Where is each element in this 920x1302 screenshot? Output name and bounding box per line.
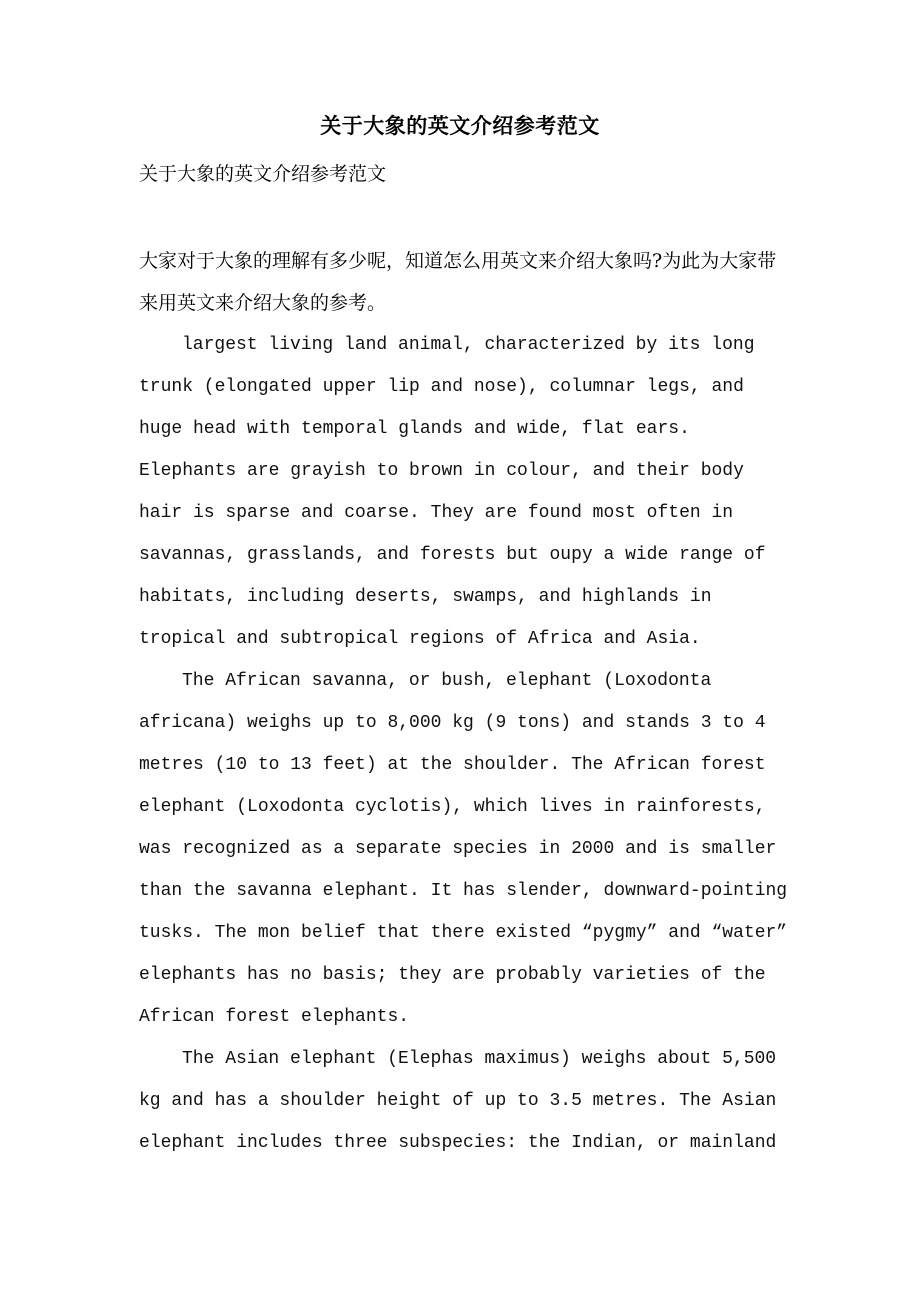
paragraph-asian-elephant: The Asian elephant (Elephas maximus) weighs about 5,500 kg and has a shoulder height of up to 3.5 metres. The Asian elephant includes three subspecies: the Indian, or mainland [139,1049,777,1153]
document-title: 关于大象的英文介绍参考范文 [320,113,600,138]
article-body [139,324,789,1164]
paragraph-african-elephant: The African savanna, or bush, elephant (Loxodonta africana) weighs up to 8,000 kg (9 tons) and stands 3 to 4 metres (10 to 13 feet) at the shoulder. The African forest elephant (Loxodonta cyclotis), which lives in rainforests, was recognized as a separate species in 2000 and is smaller than the savanna elephant. It has slender, downward-pointing tusks. The mon belief that there existed “pygmy” and “water” elephants has no basis; they are probably varieties of the African forest elephants. [139,671,788,1027]
intro-paragraph: 大家对于大象的理解有多少呢，知道怎么用英文来介绍大象吗?为此为大家带来用英文来介绍大象的参考。 [139,250,777,314]
paragraph-habitat: largest living land animal, characterized by its long trunk (elongated upper lip and nose), columnar legs, and huge head with temporal glands and wide, flat ears. Elephants are grayish to brown in colour, and their body hair is sparse and coarse. They are found most often in savannas, grasslands, and forests but oupy a wide range of habitats, including deserts, swamps, and highlands in tropical and subtropical regions of Africa and Asia. [139,335,766,649]
document-subtitle: 关于大象的英文介绍参考范文 [139,163,387,185]
